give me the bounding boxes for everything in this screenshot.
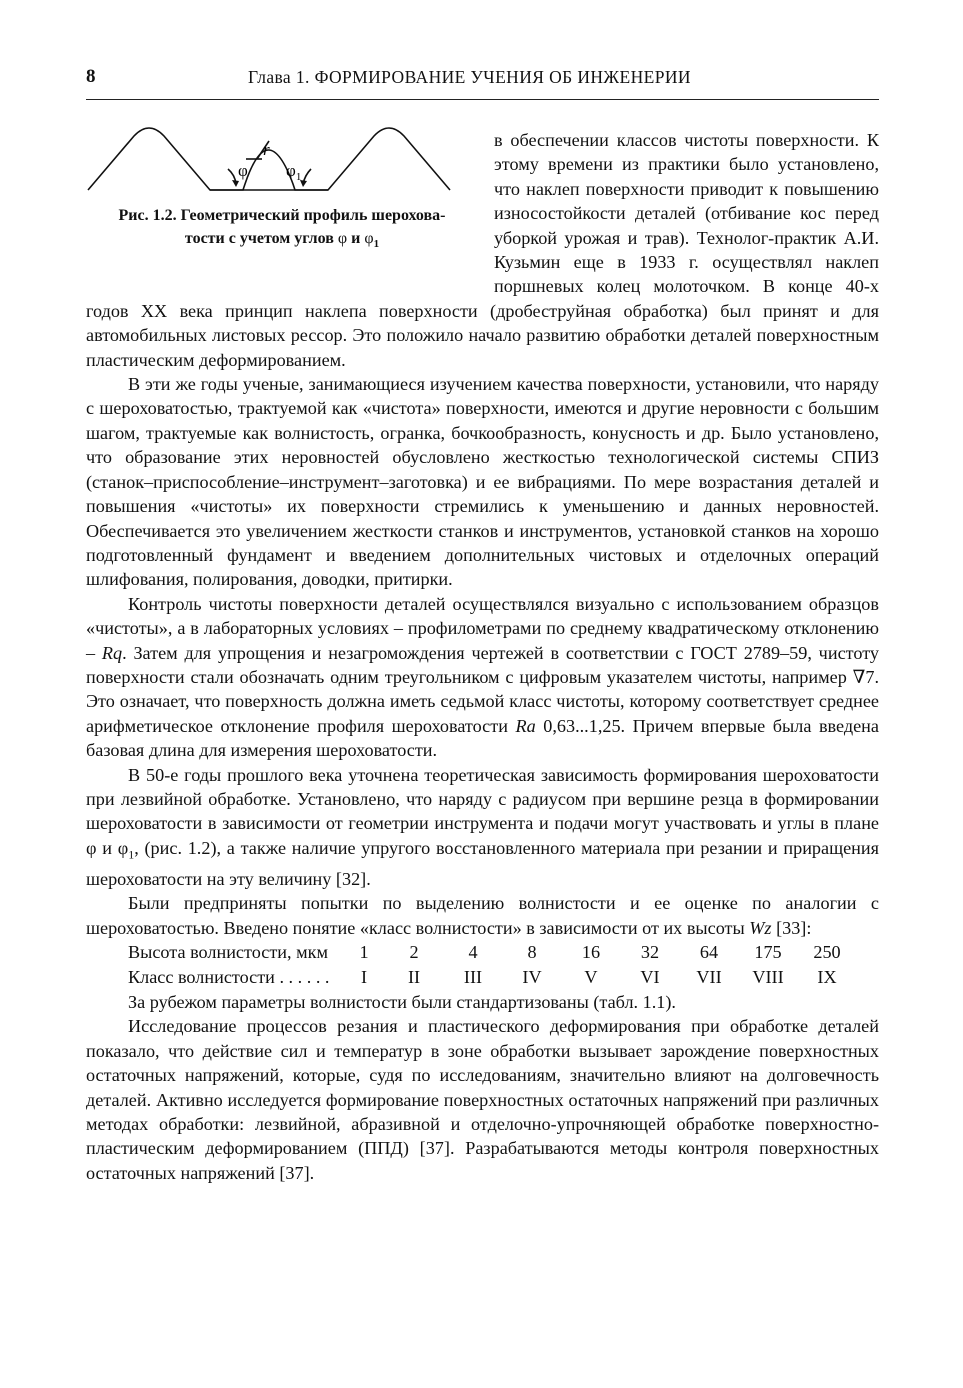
class-cell: IV bbox=[522, 967, 542, 988]
p4-text-b: , (рис. 1.2), а также наличие упругого восстановленного материала при резании и приращения шероховатости на эту величину [32]. bbox=[86, 837, 879, 889]
height-cell: 32 bbox=[640, 942, 660, 963]
class-cell: V bbox=[584, 967, 598, 988]
class-cell: VII bbox=[696, 967, 722, 988]
roughness-profile-diagram bbox=[86, 112, 478, 198]
body-text bbox=[86, 128, 879, 1185]
paragraph-3 bbox=[86, 592, 879, 763]
phi1-label bbox=[286, 161, 301, 183]
figure-1-2 bbox=[86, 112, 478, 256]
height-cell: 8 bbox=[527, 942, 537, 963]
class-cell: VI bbox=[640, 967, 660, 988]
figure-caption bbox=[86, 204, 478, 256]
paragraph-7: Исследование процессов резания и пластического деформирования при обработке деталей показало, что действие сил и температур в зоне обработки вызывает зарождение поверхностных остаточных напряжений, которые, судя по исследованиям, значительно влияют на долговечность деталей. Активно исследуется формирование поверхностных остаточных напряжений при различных методах обработки: лезвийной, абразивной и отделочно-упрочняющей обработке поверхностно-пластическим деформированием (ППД) [37]. Разрабатываются методы контроля поверхностных остаточных напряжений [37]. bbox=[86, 1016, 879, 1183]
page-number: 8 bbox=[86, 66, 96, 87]
caption-and: и bbox=[347, 230, 365, 247]
r-label: r bbox=[263, 140, 270, 159]
header-rule bbox=[86, 99, 879, 100]
profile-curve bbox=[88, 128, 450, 190]
rq-symbol: Rq bbox=[101, 642, 123, 663]
height-cell: 250 bbox=[813, 942, 841, 963]
p3-text-b: . Затем для упрощения и незагромождения чертежей в соответствии с ГОСТ 2789–59, чистоту поверхности стали обозначать одним треугольником с цифровым указателем чистоты, например ∇7. Это означает, что поверхность должна иметь седьмой класс чистоты, которому соответствует среднее арифметическое отклонение профиля шероховатости bbox=[86, 642, 880, 736]
paragraph-5 bbox=[86, 891, 879, 940]
caption-line-1: Рис. 1.2. Геометрический профиль шерохова- bbox=[118, 207, 446, 224]
class-cell: VIII bbox=[752, 967, 784, 988]
waviness-class-row bbox=[128, 965, 879, 990]
p5-text-a: Были предприняты попытки по выделению волнистости и ее оценке по аналогии с шероховатостью. Введено понятие «класс волнистости» в зависимости от их высоты bbox=[86, 893, 879, 938]
caption-phi1-sub: 1 bbox=[373, 238, 380, 251]
height-label: Высота волнистости, мкм bbox=[128, 942, 328, 963]
paragraph-1: в обеспечении классов чистоты поверхности. К этому времени из практики было установлено, что наклеп поверхности приводит к повышению износостойкости деталей (отбивание кос перед уборкой урожая и трав). Технолог-практик А.И. Кузьмин еще в 1933 г. осуществлял наклеп поршневых колец молоточком. В конце 40-х годов XX века принцип наклепа поверхности (дробеструйная обработка) был принят и для автомобильных листовых рессор. Это положило начало развитию обработки деталей поверхностным пластическим деформированием. bbox=[86, 130, 879, 370]
waviness-height-row bbox=[128, 940, 879, 965]
phi1-label-sub: 1 bbox=[295, 171, 302, 183]
p4-subscript: 1 bbox=[128, 847, 135, 862]
ra-symbol: Ra bbox=[515, 715, 536, 736]
class-cell: II bbox=[407, 967, 421, 988]
caption-phi: φ bbox=[337, 230, 348, 247]
p5-text-b: [33]: bbox=[771, 917, 812, 938]
p3-text-a: Контроль чистоты поверхности деталей осуществлялся визуально с использованием образцов «чистоты», а в лабораторных условиях – профилометрами по среднему квадратическому отклонению – bbox=[86, 593, 879, 663]
phi1-label-main: φ bbox=[286, 161, 296, 180]
wz-symbol: Wz bbox=[749, 917, 772, 938]
paragraph-4 bbox=[86, 763, 879, 892]
class-cell: III bbox=[463, 967, 483, 988]
p3-text-c: 0,63...1,25. Причем впервые была введена базовая длина для измерения шероховатости. bbox=[86, 715, 879, 761]
height-cell: 2 bbox=[409, 942, 419, 963]
phi-label: φ bbox=[238, 161, 248, 180]
paragraph-2: В эти же годы ученые, занимающиеся изучением качества поверхности, установили, что наряду с шероховатостью, трактуемой как «чистота» поверхности, имеются и другие неровности с большим шагом, трактуемые как волнистость, огранка, бочкообразность, конусность и др. Было установлено, что образование этих неровностей обусловлено жесткостью технологической системы СПИЗ (станок–приспособление–инструмент–заготовка) и ее вибрациями. По мере возрастания деталей и повышения «чистоты» их поверхности стремились к уменьшению и данных неровностей. Обеспечивается это увеличением жесткости станков и инструментов, установкой станков на хорошо подготовленный фундамент и введением дополнительных чистовых и отделочных операций шлифования, полирования, доводки, притирки. bbox=[86, 374, 879, 590]
p4-text-a: В 50-е годы прошлого века уточнена теоретическая зависимость формирования шероховатости при лезвийной обработке. Установлено, что наряду с радиусом при вершине резца в формировании шероховатости в зависимости от геометрии инструмента и подачи могут участвовать и углы в плане φ и φ bbox=[86, 764, 879, 858]
caption-line-2 bbox=[86, 227, 478, 256]
class-label: Класс волнистости . . . . . . bbox=[128, 967, 330, 988]
height-cell: 4 bbox=[468, 942, 478, 963]
class-cell: IX bbox=[817, 967, 837, 988]
height-cell: 175 bbox=[754, 942, 782, 963]
height-cell: 64 bbox=[699, 942, 719, 963]
waviness-table bbox=[86, 940, 879, 990]
height-cell: 1 bbox=[359, 942, 369, 963]
phi-arrow-head bbox=[232, 180, 239, 187]
height-cell: 16 bbox=[581, 942, 601, 963]
caption-phi1: φ bbox=[364, 230, 374, 247]
class-cell: I bbox=[360, 967, 368, 988]
paragraph-6: За рубежом параметры волнистости были стандартизованы (табл. 1.1). bbox=[128, 992, 676, 1013]
running-title: Глава 1. ФОРМИРОВАНИЕ УЧЕНИЯ ОБ ИНЖЕНЕРИИ bbox=[248, 67, 691, 87]
caption-line-2-text: тости с учетом углов bbox=[184, 230, 338, 247]
